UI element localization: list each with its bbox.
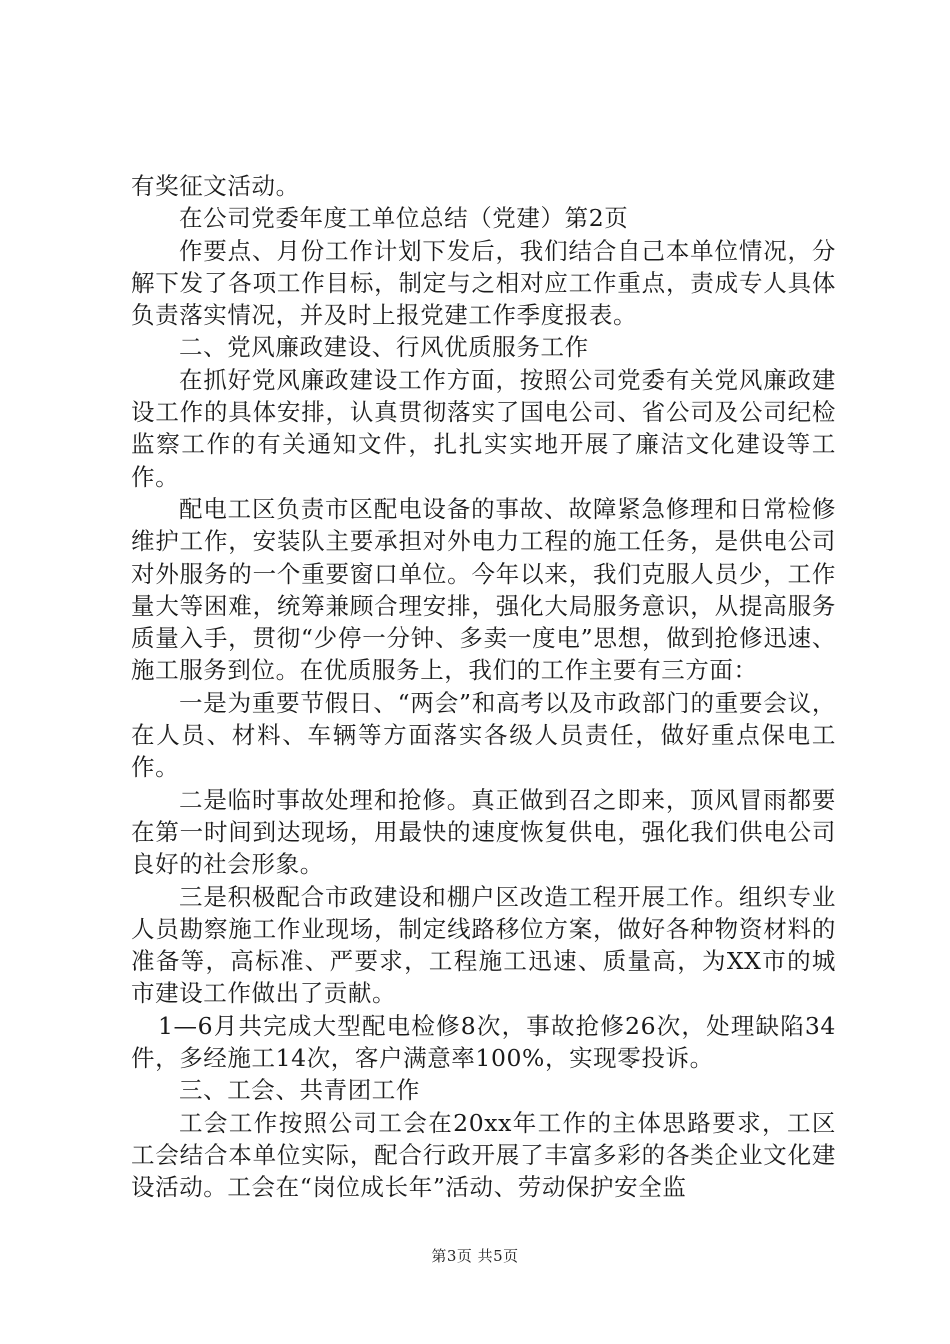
page-reference-line: 在公司党委年度工单位总结（党建）第2页: [179, 204, 629, 233]
paragraph: 在抓好党风廉政建设工作方面，按照公司党委有关党风廉政建设工作的具体安排，认真贯彻落实了国电公司、省公司及公司纪检监察工作的有关通知文件，扎扎实实地开展了廉洁文化建设等工作。: [131, 365, 836, 491]
paragraph: 配电工区负责市区配电设备的事故、故障紧急修理和日常检修维护工作，安装队主要承担对外电力工程的施工任务，是供电公司对外服务的一个重要窗口单位。今年以来，我们克服人员少，工作量大等困难，统筹兼顾合理安排，强化大局服务意识，从提高服务质量入手，贯彻“少停一分钟、多卖一度电”思想，做到抢修迅速、施工服务到位。在优质服务上，我们的工作主要有三方面：: [131, 494, 836, 685]
paragraph: 1—6月共完成大型配电检修8次，事故抢修26次，处理缺陷34件，多经施工14次，客户满意率100%，实现零投诉。: [131, 1011, 836, 1073]
document-body: [131, 170, 836, 1204]
paragraph: 三是积极配合市政建设和棚户区改造工程开展工作。组织专业人员勘察施工作业现场，制定线路移位方案，做好各种物资材料的准备等，高标准、严要求，工程施工迅速、质量高，为XX市的城市建设工作做出了贡献。: [131, 882, 836, 1008]
paragraph: 一是为重要节假日、“两会”和高考以及市政部门的重要会议，在人员、材料、车辆等方面落实各级人员责任，做好重点保电工作。: [131, 688, 836, 782]
paragraph: 工会工作按照公司工会在20xx年工作的主体思路要求，工区工会结合本单位实际，配合行政开展了丰富多彩的各类企业文化建设活动。工会在“岗位成长年”活动、劳动保护安全监: [131, 1108, 836, 1202]
paragraph: 作要点、月份工作计划下发后，我们结合自己本单位情况，分解下发了各项工作目标，制定与之相对应工作重点，责成专人具体负责落实情况，并及时上报党建工作季度报表。: [131, 236, 836, 330]
paragraph: 有奖征文活动。: [131, 172, 300, 200]
section-heading: 三、工会、共青团工作: [179, 1076, 420, 1105]
section-heading: 二、党风廉政建设、行风优质服务工作: [179, 333, 589, 362]
paragraph: 二是临时事故处理和抢修。真正做到召之即来，顶风冒雨都要在第一时间到达现场，用最快的速度恢复供电，强化我们供电公司良好的社会形象。: [131, 785, 836, 879]
page-footer: 第3页 共5页: [431, 1247, 519, 1265]
